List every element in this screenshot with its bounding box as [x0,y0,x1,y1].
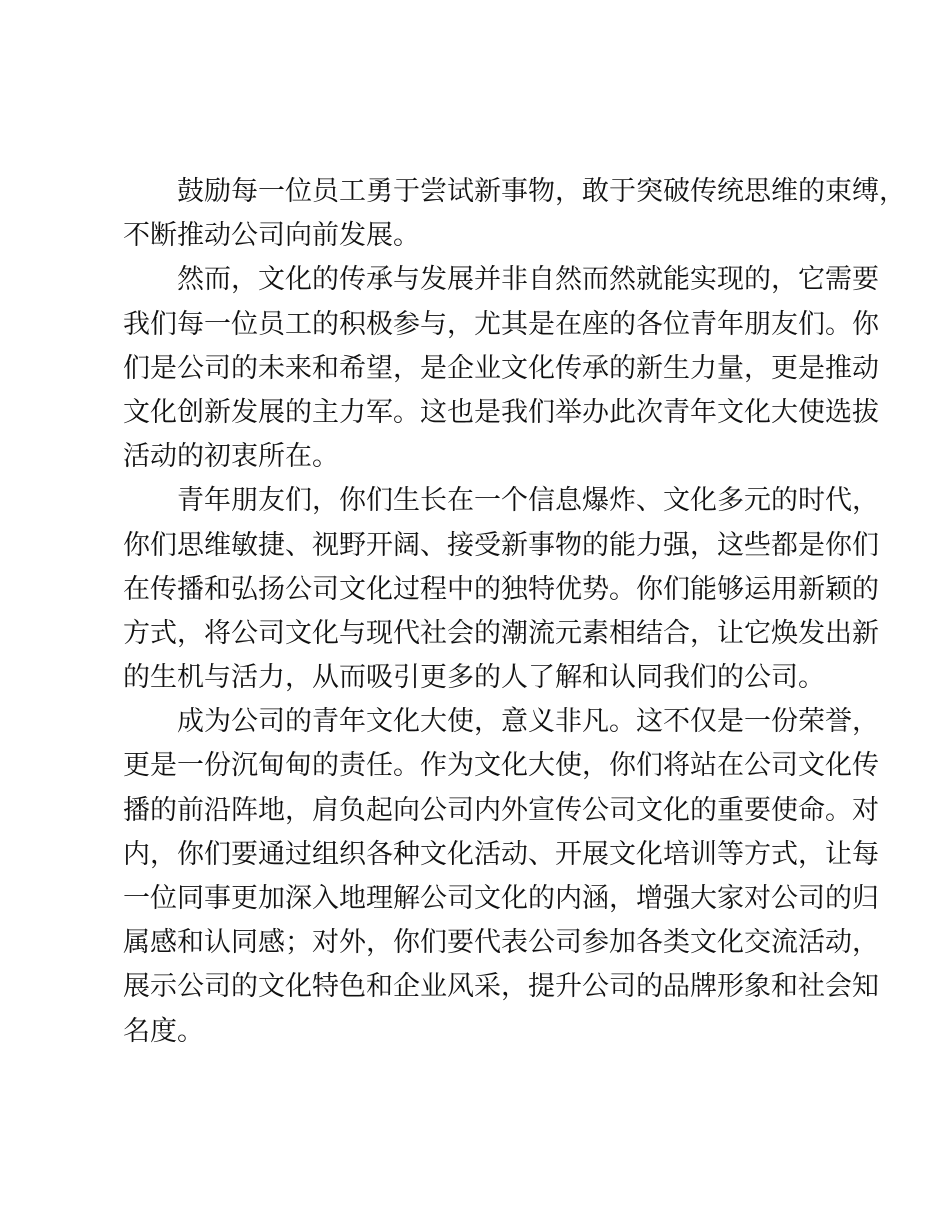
paragraph-encourage-innovation [123,170,906,258]
text-line: 不断推动公司向前发展。 [123,220,420,252]
text-line: 鼓励每一位员工勇于尝试新事物，敢于突破传统思维的束缚， [177,176,906,207]
text-line: 名度。 [123,1015,204,1047]
text-line: 我们每一位员工的积极参与，尤其是在座的各位青年朋友们。你 [123,308,879,340]
text-line: 一位同事更加深入地理解公司文化的内涵，增强大家对公司的归 [123,883,879,914]
text-line: 然而，文化的传承与发展并非自然而然就能实现的，它需要 [177,264,879,296]
text-line: 播的前沿阵地，肩负起向公司内外宣传公司文化的重要使命。对 [123,794,879,826]
text-line: 方式，将公司文化与现代社会的潮流元素相结合，让它焕发出新 [123,617,879,649]
text-line: 青年朋友们，你们生长在一个信息爆炸、文化多元的时代， [177,485,879,517]
text-line: 文化创新发展的主力军。这也是我们举办此次青年文化大使选拔 [123,396,879,428]
text-line: 更是一份沉甸甸的责任。作为文化大使，你们将站在公司文化传 [123,750,879,782]
text-line: 成为公司的青年文化大使，意义非凡。这不仅是一份荣誉， [177,706,879,738]
text-line: 内，你们要通过组织各种文化活动、开展文化培训等方式，让每 [123,838,879,870]
text-line: 展示公司的文化特色和企业风采，提升公司的品牌形象和社会知 [123,971,879,1003]
text-line: 你们思维敏捷、视野开阔、接受新事物的能力强，这些都是你们 [123,529,879,561]
body-text [123,170,906,1054]
text-line: 属感和认同感；对外，你们要代表公司参加各类文化交流活动， [123,927,879,959]
paragraph-youth-advantages [123,479,879,700]
text-line: 在传播和弘扬公司文化过程中的独特优势。你们能够运用新颖的 [123,573,879,605]
text-line: 的生机与活力，从而吸引更多的人了解和认同我们的公司。 [123,662,825,694]
text-line: 们是公司的未来和希望，是企业文化传承的新生力量，更是推动 [123,352,879,384]
text-line: 活动的初衷所在。 [123,441,339,473]
paragraph-culture-inheritance [123,258,879,479]
paragraph-ambassador-role [123,700,879,1054]
